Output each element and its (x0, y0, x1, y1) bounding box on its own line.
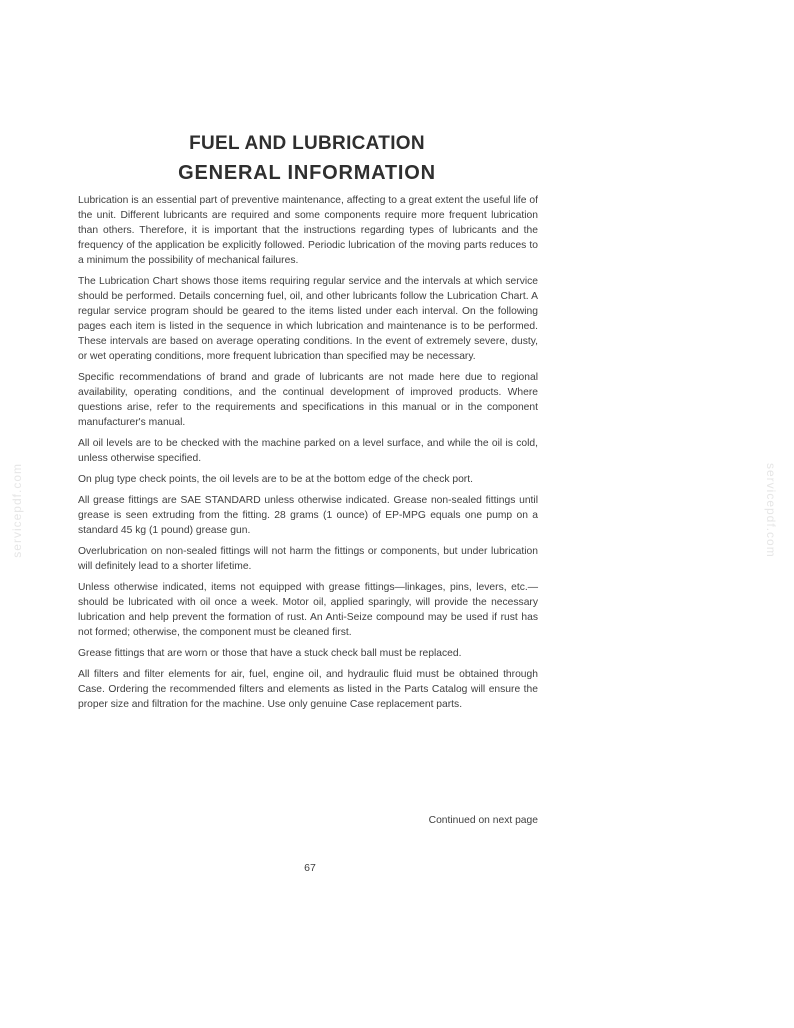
watermark-left: servicepdf.com (10, 463, 24, 558)
section-title: FUEL AND LUBRICATION (189, 133, 425, 154)
paragraph: On plug type check points, the oil levels are to be at the bottom edge of the check port. (78, 474, 473, 485)
continued-note: Continued on next page (428, 815, 538, 826)
paragraph: All grease fittings are SAE STANDARD unless otherwise indicated. Grease non-sealed fittings until grease is seen extruding from the fitting. 28 grams (1 ounce) of EP-MPG equals one pump on a standard 45 kg (1 pound) grease gun. (78, 495, 538, 536)
paragraph: Overlubrication on non-sealed fittings will not harm the fittings or components, but under lubrication will definitely lead to a shorter lifetime. (78, 546, 538, 572)
paragraph: Specific recommendations of brand and grade of lubricants are not made here due to regional availability, operating conditions, and the continual development of improved products. Where questions arise, refer to the requirements and specifications in this manual or in the component manufacturer's manual. (78, 372, 538, 428)
paragraph: Grease fittings that are worn or those that have a stuck check ball must be replaced. (78, 648, 462, 659)
paragraph: Unless otherwise indicated, items not equipped with grease fittings—linkages, pins, levers, etc.—should be lubricated with oil once a week. Motor oil, applied sparingly, will provide the necessary lubrication and help prevent the formation of rust. An Anti-Seize compound may be used if rust has not formed; otherwise, the component must be cleaned first. (78, 582, 538, 638)
paragraph: Lubrication is an essential part of preventive maintenance, affecting to a great extent the useful life of the unit. Different lubricants are required and some components require more frequent lubrication than others. Therefore, it is important that the instructions regarding types of lubricants and the frequency of the application be explicitly followed. Periodic lubrication of the moving parts reduces to a minimum the possibility of mechanical failures. (78, 195, 538, 266)
paragraph: All oil levels are to be checked with the machine parked on a level surface, and while the oil is cold, unless otherwise specified. (78, 438, 538, 464)
watermark-right: servicepdf.com (764, 463, 778, 558)
page-number: 67 (304, 862, 316, 874)
paragraph: The Lubrication Chart shows those items requiring regular service and the intervals at which service should be performed. Details concerning fuel, oil, and other lubricants follow the Lubrication Chart. A regular service program should be geared to the items listed under each interval. On the following pages each item is listed in the sequence in which lubrication and maintenance is to be performed. These intervals are based on average operating conditions. In the event of extremely severe, dusty, or wet operating conditions, more frequent lubrication than specified may be necessary. (78, 276, 538, 362)
body-text (78, 193, 538, 718)
section-subtitle: GENERAL INFORMATION (178, 162, 436, 184)
paragraph: All filters and filter elements for air, fuel, engine oil, and hydraulic fluid must be obtained through Case. Ordering the recommended filters and elements as listed in the Parts Catalog will ensure the proper size and filtration for the machine. Use only genuine Case replacement parts. (78, 669, 538, 710)
